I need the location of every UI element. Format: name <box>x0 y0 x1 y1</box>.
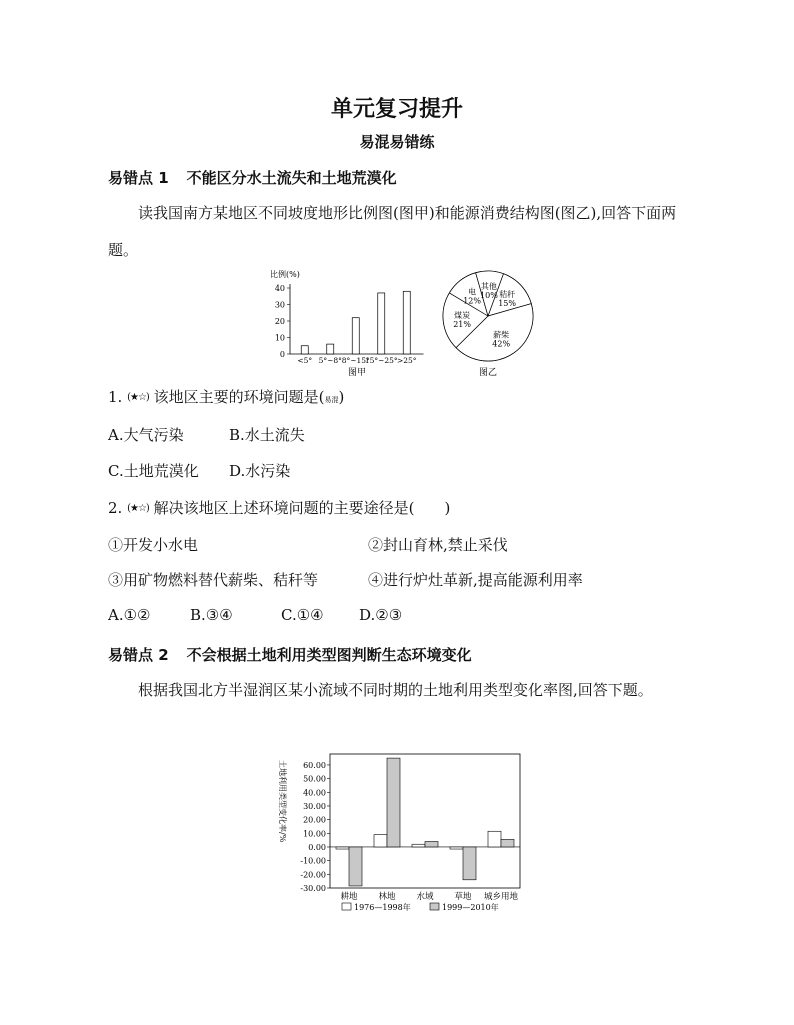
chart-1-bar <box>301 346 308 354</box>
chart-2-slice-label: 煤炭 <box>454 311 471 321</box>
section-2-intro: 根据我国北方半湿润区某小流域不同时期的土地利用类型变化率图,回答下题。 <box>138 681 653 699</box>
chart-3-legend-swatch <box>342 903 351 910</box>
chart-1-x-tick-label: >25° <box>396 356 417 365</box>
chart-1-x-tick-label: <5° <box>297 356 313 365</box>
chart-3-x-tick-label: 林地 <box>378 892 396 902</box>
land-use-change-chart <box>268 748 528 922</box>
question-2 <box>108 497 450 518</box>
question-1 <box>108 386 344 407</box>
chart-3-bar-series-1 <box>450 847 463 849</box>
difficulty-stars: (★☆) <box>127 392 149 403</box>
question-2-item-3: ③用矿物燃料替代薪柴、秸秆等 <box>108 571 319 589</box>
question-1-stem: 该地区主要的环境问题是( <box>153 388 325 406</box>
chart-1-ylabel: 比例(%) <box>270 270 300 279</box>
chart-3-y-tick-label: 60.00 <box>303 760 326 770</box>
chart-3-bar-series-2 <box>349 847 362 886</box>
section-1-label: 易错点 1 <box>108 169 169 187</box>
question-2-item-2: ②封山育林,禁止采伐 <box>368 536 508 554</box>
chart-3-y-tick-label: 30.00 <box>303 801 326 811</box>
chart-1-x-tick-label: 8°~15° <box>341 356 370 365</box>
question-2-option-c[interactable]: C.①④ <box>281 606 324 624</box>
chart-1-caption: 图甲 <box>347 368 367 378</box>
difficulty-stars: (★☆) <box>127 503 149 514</box>
question-2-stem: 解决该地区上述环境问题的主要途径是( <box>153 499 415 517</box>
chart-3-y-tick-label: 40.00 <box>303 788 326 798</box>
chart-3-y-tick-label: 50.00 <box>303 774 326 784</box>
chart-3-bar-series-1 <box>374 835 387 847</box>
chart-2-slice-value: 42% <box>492 339 511 349</box>
page-title: 单元复习提升 <box>330 97 463 122</box>
chart-2-slice-value: 10% <box>480 290 498 300</box>
chart-1-bar <box>327 344 334 354</box>
chart-2-slice-label: 电 <box>468 287 477 297</box>
chart-1-bar <box>352 318 359 354</box>
chart-3-bar-series-1 <box>488 831 501 847</box>
section-2-heading <box>108 644 472 665</box>
question-1-stem-end: ) <box>338 388 345 406</box>
chart-1-y-tick-label: 20 <box>274 317 285 326</box>
chart-1-y-tick-label: 40 <box>274 284 285 293</box>
chart-3-legend-label: 1976—1998年 <box>354 903 411 912</box>
page-subtitle: 易混易错练 <box>359 133 435 151</box>
question-1-option-d[interactable]: D.水污染 <box>229 462 291 480</box>
chart-3-legend-swatch <box>430 903 439 910</box>
question-1-option-c[interactable]: C.土地荒漠化 <box>108 462 199 480</box>
chart-2-slice-label: 薪柴 <box>493 330 510 340</box>
question-1-number: 1. <box>108 388 123 406</box>
chart-1-y-tick-label: 10 <box>274 333 285 343</box>
chart-3-y-tick-label: 10.00 <box>303 829 326 839</box>
question-2-option-b[interactable]: B.③④ <box>190 606 233 624</box>
chart-2-slice-value: 21% <box>453 320 471 330</box>
chart-2-slice-label: 秸秆 <box>499 290 516 300</box>
chart-3-bar-series-1 <box>412 844 425 847</box>
question-1-option-a[interactable]: A.大气污染 <box>108 426 184 444</box>
chart-3-bar-series-2 <box>463 847 476 880</box>
figure-yi-chart <box>436 266 540 378</box>
question-2-item-4: ④进行炉灶革新,提高能源利用率 <box>368 571 583 589</box>
chart-3-bar-series-2 <box>425 842 438 847</box>
chart-3-y-tick-label: 0.00 <box>308 842 326 852</box>
chart-3-y-tick-label: -20.00 <box>300 870 326 880</box>
section-1-title: 不能区分水土流失和土地荒漠化 <box>186 169 397 187</box>
question-2-number: 2. <box>108 499 123 517</box>
chart-3-x-tick-label: 城乡用地 <box>483 892 519 902</box>
chart-3-x-tick-label: 草地 <box>454 892 472 902</box>
chart-3-x-tick-label: 水域 <box>416 892 434 902</box>
chart-1-y-tick-label: 0 <box>279 350 285 359</box>
chart-2-slice-value: 12% <box>463 296 481 306</box>
chart-1-y-tick-label: 30 <box>274 300 285 310</box>
figure-jia-chart <box>262 266 442 378</box>
chart-1-bar <box>403 291 410 354</box>
chart-3-bar-series-2 <box>387 758 400 847</box>
chart-3-y-tick-label: -10.00 <box>300 856 326 866</box>
chart-3-bar-series-1 <box>336 847 349 849</box>
chart-1-x-tick-label: 15°~25° <box>364 356 398 365</box>
chart-2-caption: 图乙 <box>478 368 498 378</box>
chart-2-slice-value: 15% <box>498 299 516 309</box>
section-1-intro: 读我国南方某地区不同坡度地形比例图(图甲)和能源消费结构图(图乙),回答下面两题。 <box>108 204 677 259</box>
question-2-option-a[interactable]: A.①② <box>108 606 151 624</box>
chart-3-x-tick-label: 耕地 <box>340 892 358 902</box>
question-1-tag: 易混 <box>324 396 339 404</box>
question-2-item-1: ①开发小水电 <box>108 536 199 554</box>
chart-3-y-tick-label: -30.00 <box>300 884 326 893</box>
chart-1-x-tick-label: 5°~8° <box>318 356 342 365</box>
chart-2-slice-label: 其他 <box>480 281 497 291</box>
chart-3-legend-label: 1999—2010年 <box>442 903 499 912</box>
question-2-stem-end: ) <box>444 499 451 517</box>
section-2-title: 不会根据土地利用类型图判断生态环境变化 <box>186 646 472 664</box>
chart-3-bar-series-2 <box>501 839 514 847</box>
chart-3-ylabel: 土地利用类型变化率/% <box>278 760 287 843</box>
question-2-option-d[interactable]: D.②③ <box>359 606 403 624</box>
section-1-heading <box>108 167 397 188</box>
chart-3-y-tick-label: 20.00 <box>303 815 326 825</box>
question-1-option-b[interactable]: B.水土流失 <box>229 426 305 444</box>
section-2-label: 易错点 2 <box>108 646 169 664</box>
chart-1-bar <box>378 293 385 354</box>
